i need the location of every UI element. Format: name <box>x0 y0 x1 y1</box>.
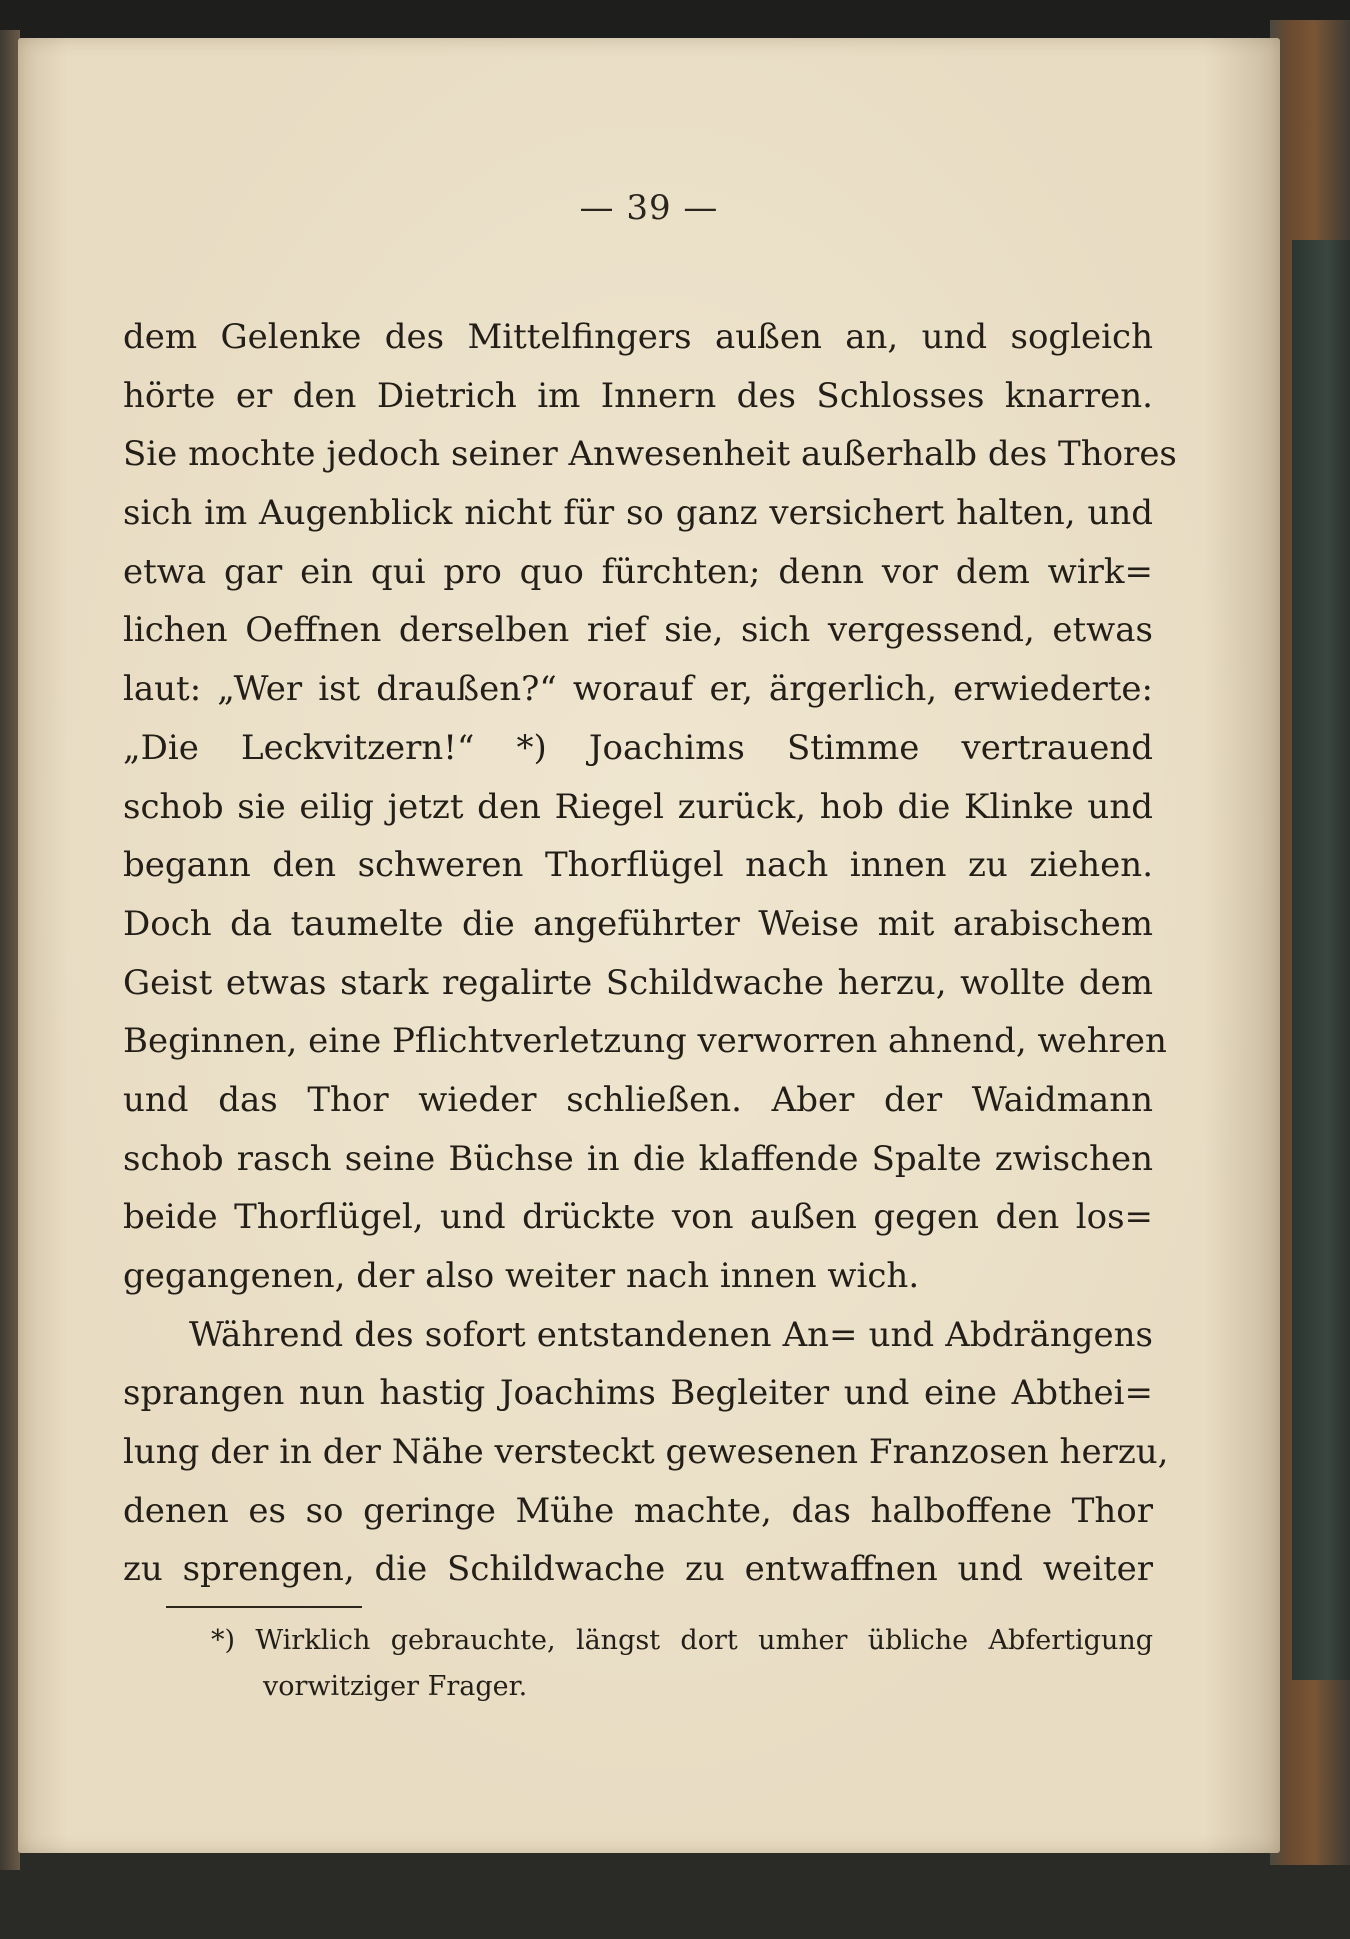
footnote-line: vorwitziger Frager. <box>263 1671 528 1702</box>
book-spine-edge <box>0 30 20 1870</box>
footnote-line: *) Wirklich gebrauchte, längst dort umher übliche Abfertigung <box>211 1625 1153 1656</box>
text-line: Geist etwas stark regalirte Schildwache herzu, wollte dem <box>123 962 1153 1003</box>
text-line: laut: „Wer ist draußen?“ worauf er, ärgerlich, erwiederte: <box>123 669 1153 710</box>
text-line: schob rasch seine Büchse in die klaffende Spalte zwischen <box>123 1138 1153 1179</box>
page-number: — 39 — <box>579 188 719 228</box>
text-line: dem Gelenke des Mittelfingers außen an, und sogleich <box>123 317 1153 357</box>
text-line: lichen Oeffnen derselben rief sie, sich vergessend, etwas <box>123 610 1153 651</box>
text-line: hörte er den Dietrich im Innern des Schlosses knarren. <box>123 375 1153 416</box>
footnote-divider <box>166 1606 362 1608</box>
text-line: Doch da taumelte die angeführter Weise mit arabischem <box>123 903 1153 944</box>
text-line: gegangenen, der also weiter nach innen wich. <box>123 1256 920 1296</box>
text-line: Sie mochte jedoch seiner Anwesenheit außerhalb des Thores <box>123 434 1177 475</box>
text-line: sich im Augenblick nicht für so ganz versichert halten, und <box>123 493 1153 534</box>
text-line: lung der in der Nähe versteckt gewesenen Franzosen herzu, <box>123 1432 1169 1473</box>
text-line: schob sie eilig jetzt den Riegel zurück, hob die Klinke und <box>123 786 1153 827</box>
footnote <box>123 1618 1153 1710</box>
text-line: Während des sofort entstandenen An= und Abdrängens <box>189 1314 1153 1355</box>
text-line: begann den schweren Thorflügel nach innen zu ziehen. <box>123 845 1153 886</box>
text-line: Beginnen, eine Pflichtverletzung verworren ahnend, wehren <box>123 1021 1167 1062</box>
text-line: denen es so geringe Mühe machte, das halboffene Thor <box>123 1490 1153 1531</box>
text-line: etwa gar ein qui pro quo fürchten; denn vor dem wirk= <box>123 551 1153 592</box>
text-line: „Die Leckvitzern!“ *) Joachims Stimme vertrauend <box>123 727 1153 768</box>
text-line: zu sprengen, die Schildwache zu entwaffnen und weiter <box>123 1549 1153 1590</box>
text-line: und das Thor wieder schließen. Aber der Waidmann <box>123 1079 1153 1120</box>
text-line: sprangen nun hastig Joachims Begleiter und eine Abthei= <box>123 1373 1153 1414</box>
page-body-text <box>123 308 1177 1599</box>
book-cover-board <box>1292 240 1350 1680</box>
text-line: beide Thorflügel, und drückte von außen gegen den los= <box>123 1197 1153 1238</box>
book-page <box>18 38 1280 1853</box>
